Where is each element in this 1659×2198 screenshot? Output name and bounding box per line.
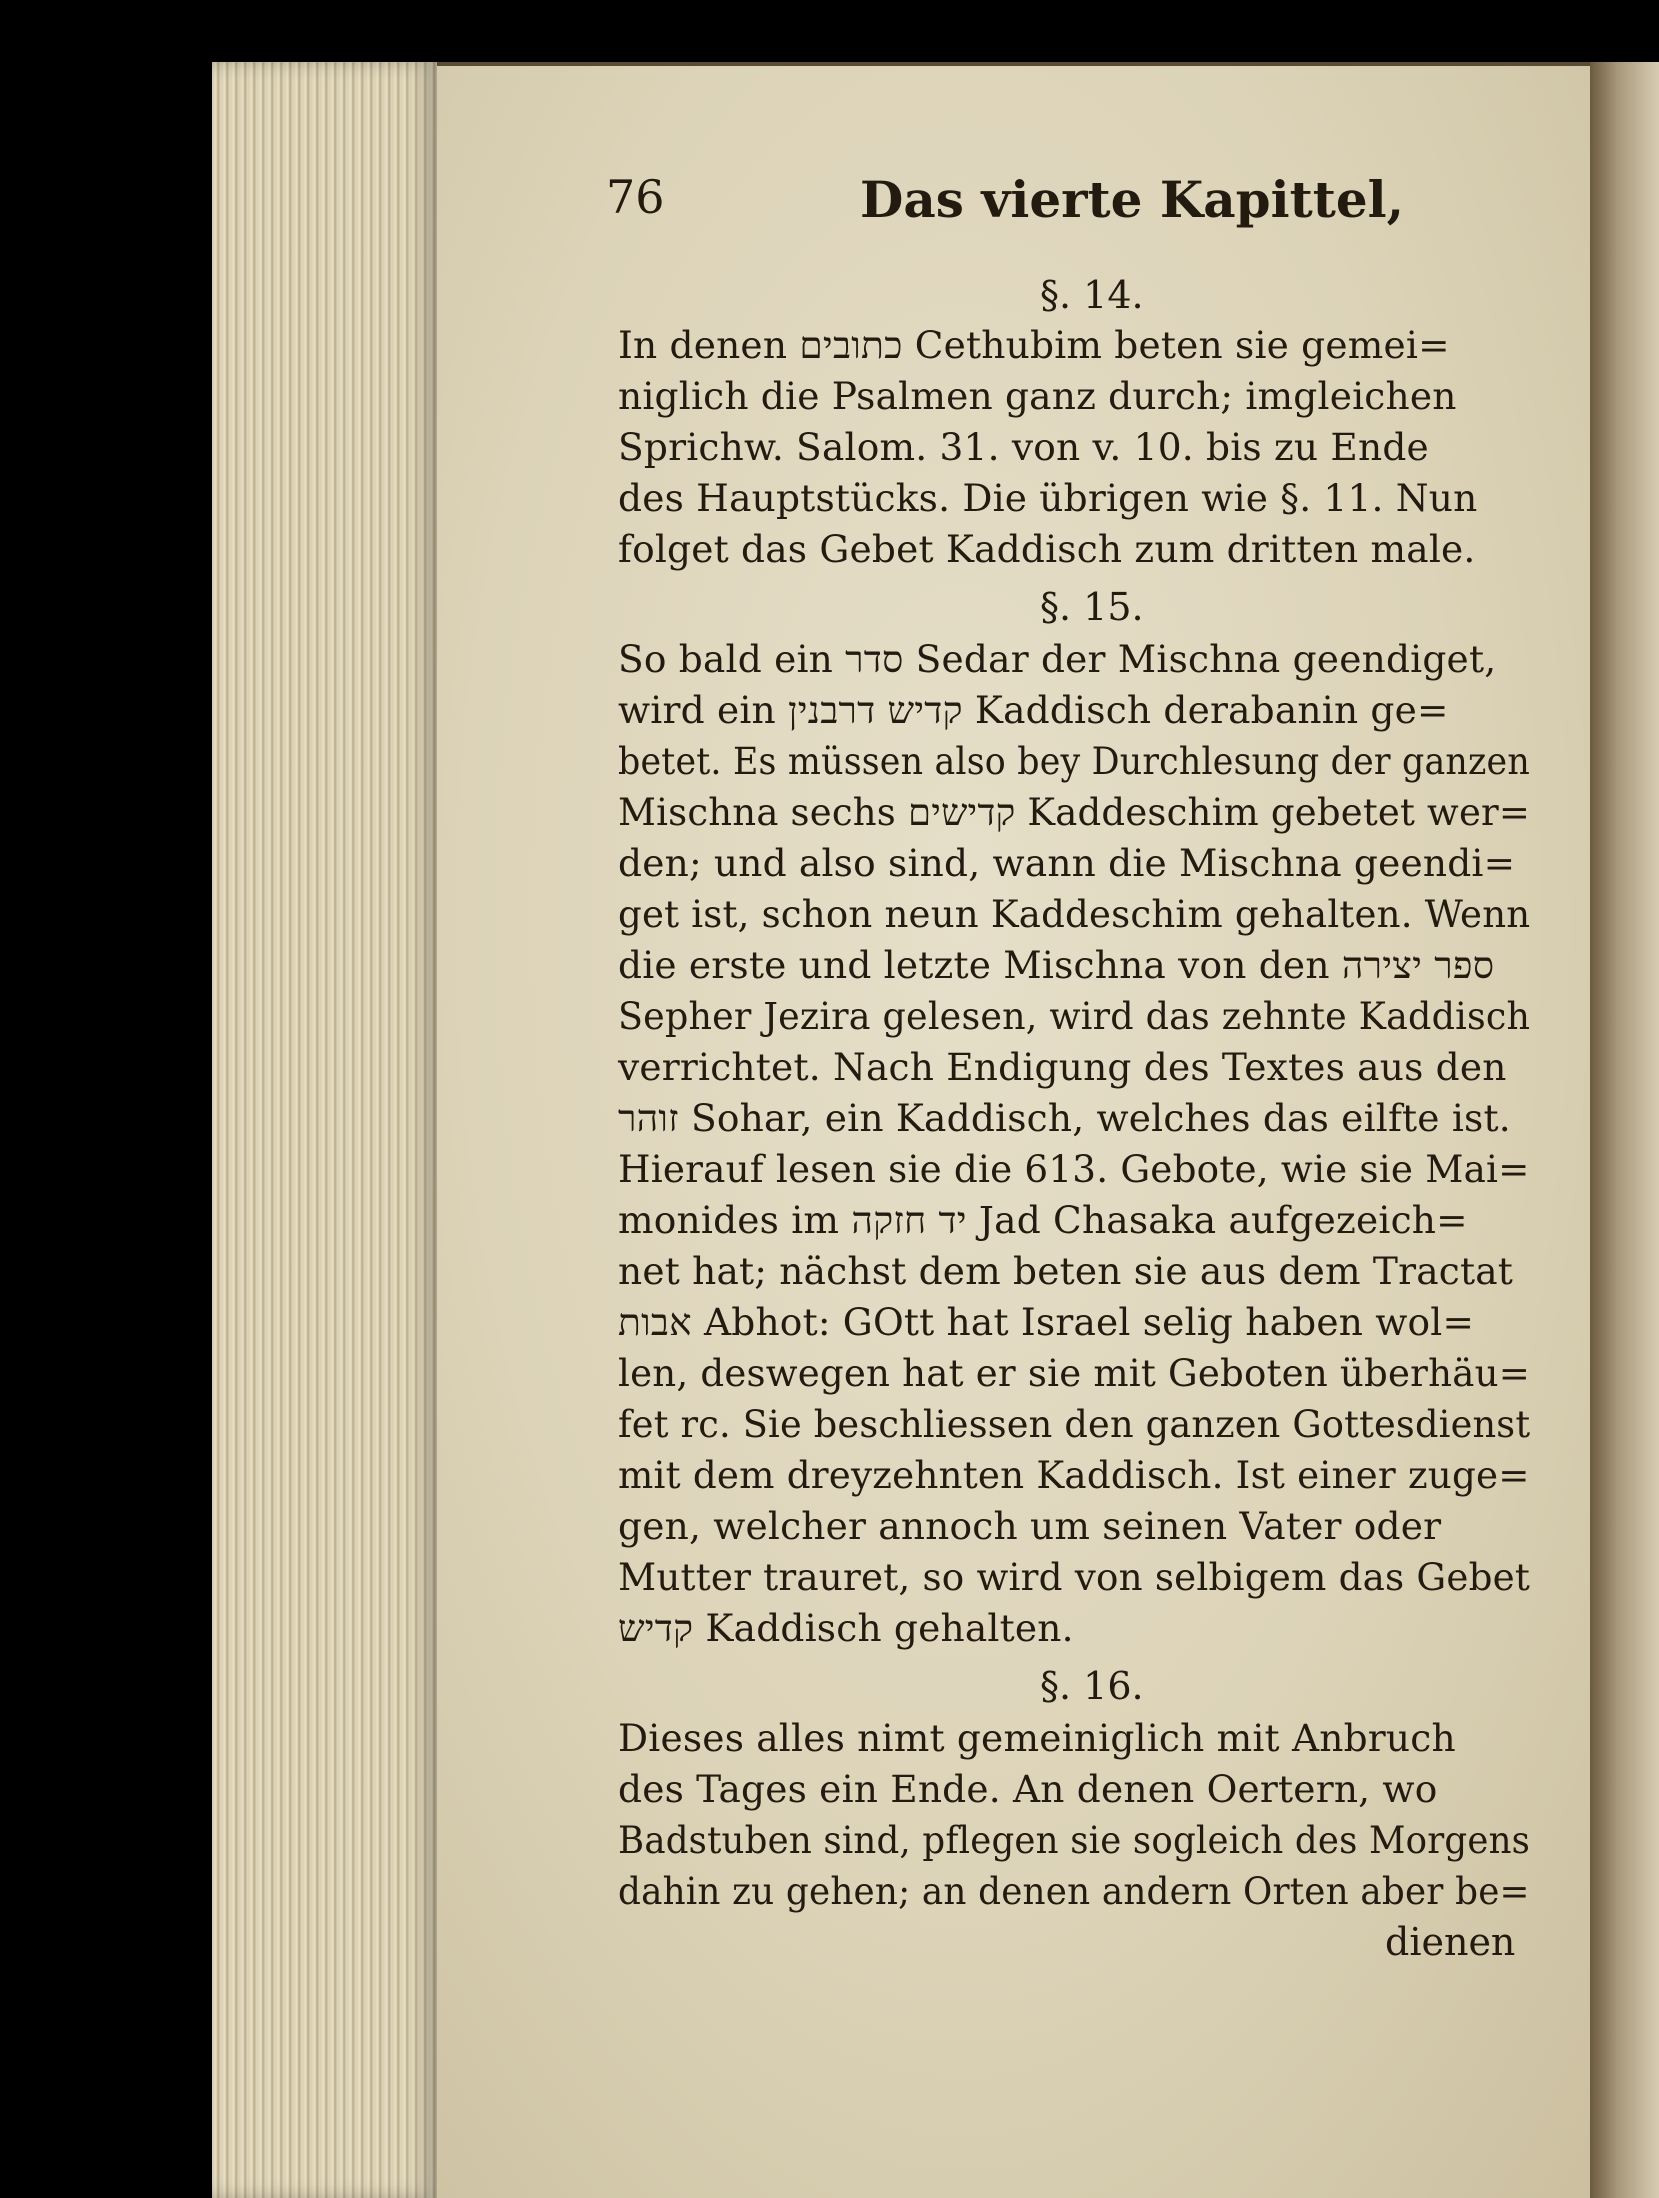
- text-line: folget das Gebet Kaddisch zum dritten male.: [618, 527, 1476, 571]
- text-line: קדיש Kaddisch gehalten.: [618, 1606, 1074, 1650]
- text-line: Mutter trauret, so wird von selbigem das Gebet: [618, 1555, 1531, 1599]
- text-line: wird ein קדיש דרבנין Kaddisch derabanin ge=: [618, 688, 1449, 732]
- text-line: mit dem dreyzehnten Kaddisch. Ist einer zuge=: [618, 1453, 1530, 1497]
- section-marker-16: §. 16.: [1040, 1664, 1144, 1708]
- text-line: net hat; nächst dem beten sie aus dem Tractat: [618, 1249, 1514, 1293]
- section-marker-14: §. 14.: [1040, 273, 1144, 317]
- text-line: den; und also sind, wann die Mischna geendi=: [618, 841, 1516, 885]
- text-line: אבות Abhot: GOtt hat Israel selig haben wol=: [618, 1300, 1475, 1344]
- text-line: Hierauf lesen sie die 613. Gebote, wie sie Mai=: [618, 1147, 1530, 1191]
- text-line: monides im יד חזקה Jad Chasaka aufgezeich=: [618, 1198, 1468, 1242]
- text-line: Mischna sechs קדישים Kaddeschim gebetet wer=: [618, 790, 1531, 834]
- section-marker-15: §. 15.: [1040, 585, 1144, 629]
- text-line: Sprichw. Salom. 31. von v. 10. bis zu Ende: [618, 425, 1429, 469]
- text-line: gen, welcher annoch um seinen Vater oder: [618, 1504, 1442, 1548]
- facing-page-gutter: [1590, 62, 1659, 2198]
- text-line: get ist, schon neun Kaddeschim gehalten. Wenn: [618, 892, 1531, 936]
- catchword: dienen: [1385, 1920, 1516, 1964]
- text-line: Sepher Jezira gelesen, wird das zehnte Kaddisch: [618, 994, 1531, 1038]
- page-number: 76: [606, 170, 665, 224]
- text-line: dahin zu gehen; an denen andern Orten aber be=: [618, 1869, 1530, 1913]
- text-line: betet. Es müssen also bey Durchlesung der ganzen: [618, 739, 1530, 783]
- text-line: des Hauptstücks. Die übrigen wie §. 11. Nun: [618, 476, 1478, 520]
- text-line: verrichtet. Nach Endigung des Textes aus den: [618, 1045, 1507, 1089]
- text-line: die erste und letzte Mischna von den ספר יצירה: [618, 943, 1495, 987]
- text-line: len, deswegen hat er sie mit Geboten überhäu=: [618, 1351, 1531, 1395]
- text-line: Dieses alles nimt gemeiniglich mit Anbruch: [618, 1716, 1456, 1760]
- text-line: niglich die Psalmen ganz durch; imgleichen: [618, 374, 1457, 418]
- running-title: Das vierte Kapittel,: [860, 170, 1405, 229]
- text-line: So bald ein סדר Sedar der Mischna geendiget,: [618, 637, 1497, 681]
- text-line: In denen כתובים Cethubim beten sie gemei=: [618, 323, 1450, 367]
- text-line: des Tages ein Ende. An denen Oertern, wo: [618, 1767, 1438, 1811]
- text-line: זוהר Sohar, ein Kaddisch, welches das eilfte ist.: [618, 1096, 1511, 1140]
- text-line: Badstuben sind, pflegen sie sogleich des Morgens: [618, 1818, 1531, 1862]
- text-line: fet rc. Sie beschliessen den ganzen Gottesdienst: [618, 1402, 1531, 1446]
- page-edges: [212, 62, 437, 2198]
